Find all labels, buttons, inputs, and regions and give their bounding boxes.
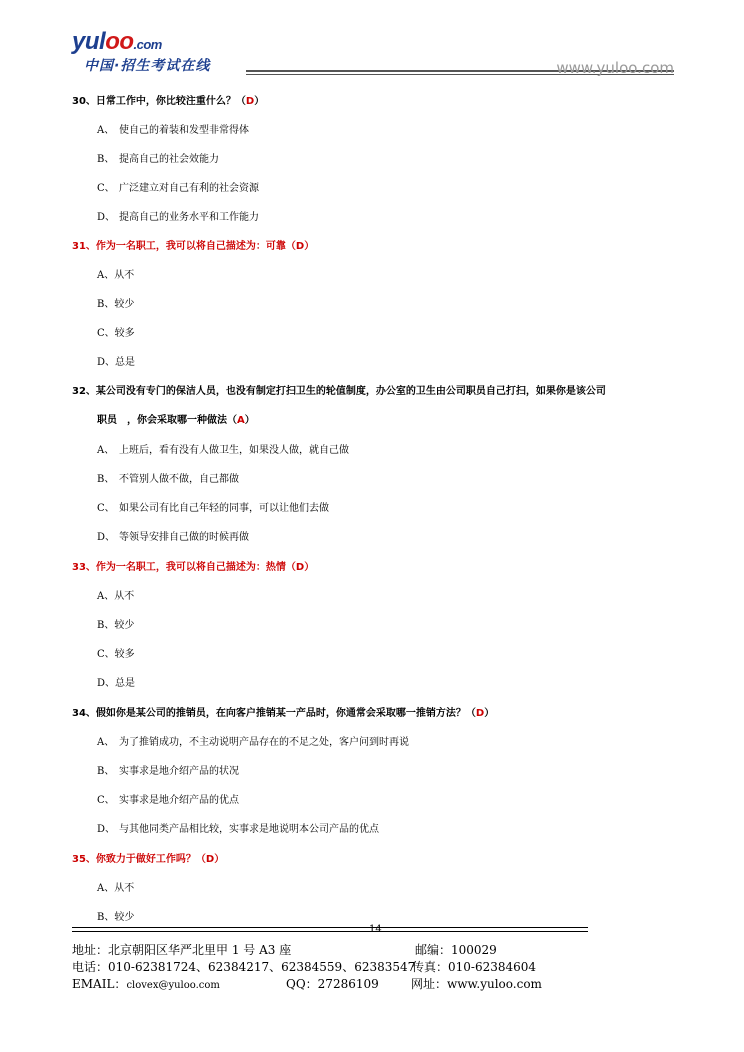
footer-fax: 传真：010-62384604	[412, 960, 537, 974]
footer-qq: QQ：27286109	[286, 977, 379, 991]
question-30: 30、日常工作中，你比较注重什么？（D）	[72, 96, 265, 107]
question-30-option-a: A、 使自己的着装和发型非常得体	[97, 125, 249, 136]
site-logo	[72, 28, 252, 74]
page-number: 14	[369, 924, 382, 935]
header-site-url: www.yuloo.com	[556, 59, 674, 77]
footer-phone: 电话：010-62381724、62384217、62384559、62383547	[72, 960, 416, 974]
footer-address: 地址：北京朝阳区华严北里甲 1 号 A3 座	[72, 943, 292, 957]
logo-tagline: 中国·招生考试在线	[84, 58, 211, 74]
question-35: 35、你致力于做好工作吗？（D）	[72, 854, 225, 865]
question-32-option-c: C、 如果公司有比自己年轻的同事，可以让他们去做	[97, 503, 329, 514]
question-31-option-d: D、总是	[97, 357, 136, 368]
question-33-option-a: A、从不	[97, 591, 135, 602]
question-30-option-d: D、 提高自己的业务水平和工作能力	[97, 212, 259, 223]
question-33-option-c: C、较多	[97, 649, 135, 660]
question-31: 31、作为一名职工，我可以将自己描述为：可靠（D）	[72, 241, 315, 252]
question-35-option-a: A、从不	[97, 883, 135, 894]
question-30-option-b: B、 提高自己的社会效能力	[97, 154, 219, 165]
question-35-option-b: B、较少	[97, 912, 135, 923]
footer-divider-bottom	[72, 931, 588, 932]
question-34-option-b: B、 实事求是地介绍产品的状况	[97, 766, 239, 777]
footer-email: EMAIL：clovex@yuloo.com	[72, 977, 220, 991]
question-33-option-b: B、较少	[97, 620, 135, 631]
question-34: 34、假如你是某公司的推销员，在向客户推销某一产品时，你通常会采取哪一推销方法？（D）	[72, 708, 495, 719]
logo-brand: yuloo.com	[72, 28, 162, 55]
question-32-option-a: A、 上班后，看有没有人做卫生，如果没人做，就自己做	[97, 445, 349, 456]
question-33: 33、作为一名职工，我可以将自己描述为：热情（D）	[72, 562, 315, 573]
question-33-option-d: D、总是	[97, 678, 136, 689]
question-32-cont: 职员 ，你会采取哪一种做法（A）	[97, 415, 255, 426]
footer-website: 网址：www.yuloo.com	[411, 977, 542, 991]
footer-postcode: 邮编：100029	[415, 943, 497, 957]
question-30-option-c: C、 广泛建立对自己有利的社会资源	[97, 183, 259, 194]
question-34-option-c: C、 实事求是地介绍产品的优点	[97, 795, 239, 806]
question-32-option-b: B、 不管别人做不做，自己都做	[97, 474, 239, 485]
question-32: 32、某公司没有专门的保洁人员，也没有制定打扫卫生的轮值制度，办公室的卫生由公司职员自己打扫，如果你是该公司	[72, 386, 606, 397]
question-34-option-d: D、 与其他同类产品相比较，实事求是地说明本公司产品的优点	[97, 824, 379, 835]
question-34-option-a: A、 为了推销成功，不主动说明产品存在的不足之处，客户问到时再说	[97, 737, 409, 748]
question-32-option-d: D、 等领导安排自己做的时候再做	[97, 532, 249, 543]
question-31-option-b: B、较少	[97, 299, 135, 310]
question-31-option-c: C、较多	[97, 328, 135, 339]
footer-divider-top	[72, 927, 588, 928]
question-31-option-a: A、从不	[97, 270, 135, 281]
